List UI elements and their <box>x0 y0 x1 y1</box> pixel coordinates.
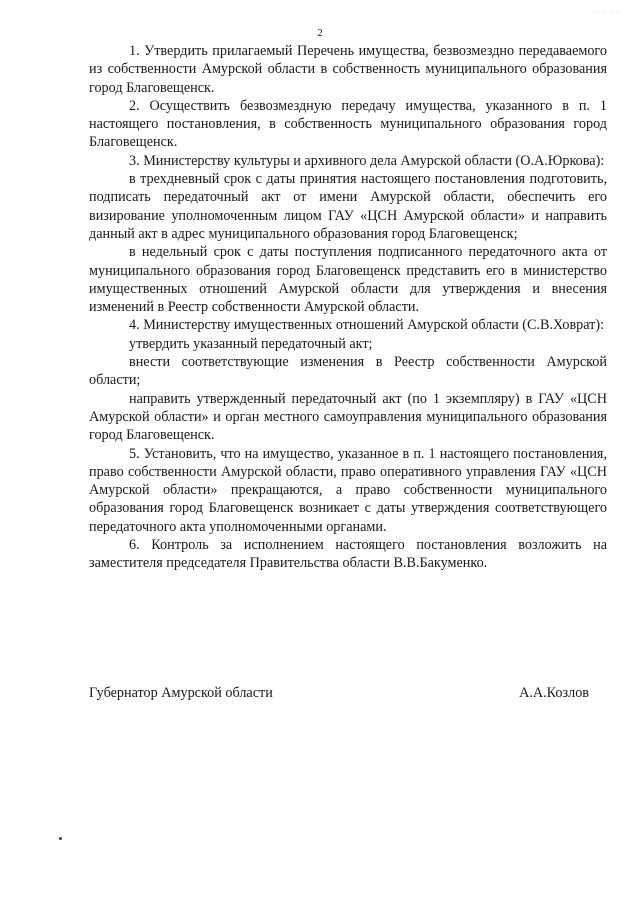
document-body <box>89 42 607 573</box>
signatory-name: А.А.Козлов <box>519 685 589 701</box>
paragraph-3-1: в трехдневный срок с даты принятия настоящего постановления подготовить, подписать передаточный акт от имени Амурской области, обеспечить его визирование уполномоченным лицом ГАУ «ЦСН Амурской области» и направить данный акт в адрес муниципального образования город Благовещенск; <box>89 171 607 242</box>
paragraph-6: 6. Контроль за исполнением настоящего постановления возложить на заместителя председателя Правительства области В.В.Бакуменко. <box>89 537 607 572</box>
paragraph-4-3: направить утвержденный передаточный акт (по 1 экземпляру) в ГАУ «ЦСН Амурской области» и орган местного самоуправления муниципального образования город Благовещенск. <box>89 390 607 444</box>
paragraph-4: 4. Министерству имущественных отношений Амурской области (С.В.Ховрат): <box>129 317 605 334</box>
paragraph-4-2: внести соответствующие изменения в Реестр собственности Амурской области; <box>89 354 607 389</box>
paragraph-3-2: в недельный срок с даты поступления подписанного передаточного акта от муниципального образования город Благовещенск представить его в министерство имущественных отношений Амурской области для утверждения и внесения изменений в Реестр собственности Амурской области. <box>89 244 607 316</box>
paragraph-3: 3. Министерству культуры и архивного дела Амурской области (О.А.Юркова): <box>129 152 605 169</box>
scan-speck <box>59 837 62 840</box>
paragraph-2: 2. Осуществить безвозмездную передачу имущества, указанного в п. 1 настоящего постановления, в собственность муниципального образования город Благовещенск. <box>89 97 607 151</box>
paragraph-5: 5. Установить, что на имущество, указанное в п. 1 настоящего постановления, право собственности Амурской области, право оперативного управления ГАУ «ЦСН Амурской области» прекращаются, а право собственности муниципального образования город Благовещенск возникает с даты утверждения соответствующего передаточного акта уполномоченными органами. <box>89 445 607 535</box>
scan-corner-mark: · · · · <box>596 8 620 17</box>
paragraph-4-1: утвердить указанный передаточный акт; <box>129 335 373 352</box>
paragraph-1: 1. Утвердить прилагаемый Перечень имущества, безвозмездно передаваемого из собственности Амурской области в собственность муниципального образования город Благовещенск. <box>89 43 607 96</box>
page-number: 2 <box>317 27 323 39</box>
signatory-position: Губернатор Амурской области <box>89 685 273 701</box>
